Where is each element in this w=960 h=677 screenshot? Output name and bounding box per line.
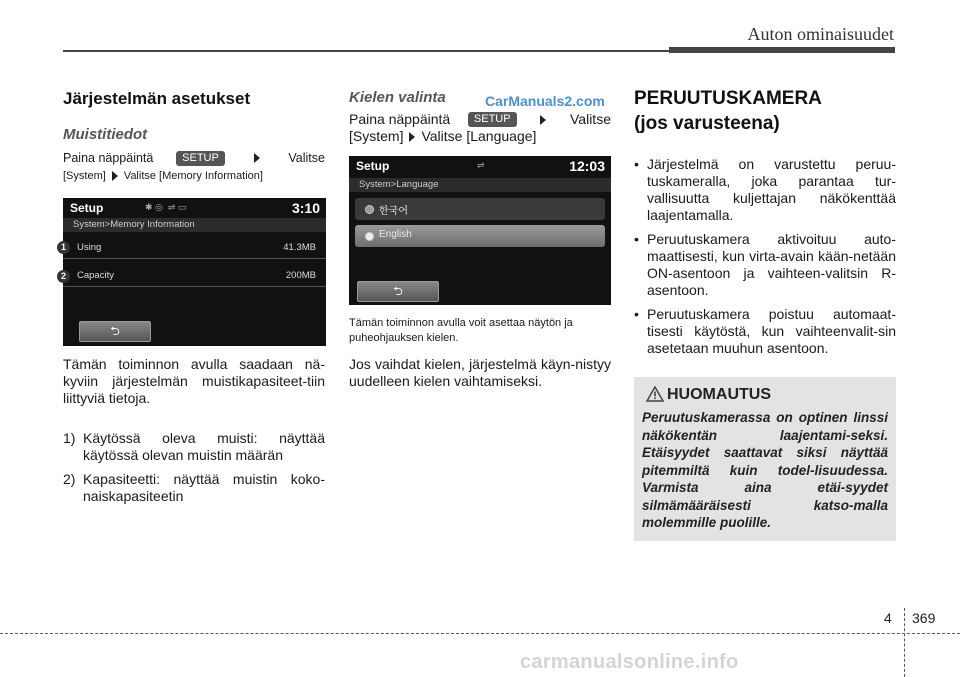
arrow-right-icon	[112, 171, 118, 181]
arrow-right-icon	[409, 132, 415, 142]
language-caption: Tämän toiminnon avulla voit asettaa näytön ja puheohjauksen kielen.	[349, 317, 573, 344]
status-icons: ✱ ◎ ⇌ ▭	[145, 202, 187, 212]
using-label: Using	[77, 242, 102, 253]
usb-icon: ⇌	[477, 160, 485, 170]
list-item: 1) Käytössä oleva muisti: näyttää käytössä olevan muistin määrän	[63, 430, 325, 463]
instruction-line-1: Paina näppäintä SETUP Valitse	[63, 151, 325, 165]
subheading-language: Kielen valinta	[349, 89, 446, 106]
screen-clock: 3:10	[291, 200, 320, 216]
subheading-memory-info: Muistitiedot	[63, 126, 148, 143]
caution-title: HUOMAUTUS	[667, 386, 771, 403]
header-rule-thick	[669, 47, 895, 53]
callout-1: 1	[57, 241, 70, 254]
memory-info-screen	[63, 198, 326, 346]
capacity-label: Capacity	[77, 270, 114, 281]
watermark-top: CarManuals2.com	[485, 93, 605, 109]
list-item: • Peruutuskamera aktivoituu auto-maattisesti, kun virta-avain kään-netään ON-asentoon ja vaihteen-valitsin R-asentoon.	[634, 231, 896, 299]
screen-breadcrumb: System>Memory Information	[73, 219, 195, 230]
arrow-right-icon	[540, 115, 546, 125]
back-button[interactable]: ⮌	[357, 281, 439, 302]
section-heading-system-settings: Järjestelmän asetukset	[63, 89, 251, 108]
footer-rule	[0, 633, 960, 634]
instruction-line-2: [System] Valitse [Language]	[349, 128, 537, 144]
footer-separator	[904, 608, 905, 677]
callout-2: 2	[57, 270, 70, 283]
arrow-right-icon	[254, 153, 260, 163]
watermark-bottom: carmanualsonline.info	[520, 651, 739, 673]
setup-key-badge: SETUP	[176, 151, 225, 166]
list-item: • Järjestelmä on varustettu peruu-tuskameralla, joka parantaa tur-vallisuutta kuljettajan näkökenttää laajentamalla.	[634, 156, 896, 224]
capacity-value: 200MB	[285, 270, 316, 281]
camera-bullets	[634, 156, 896, 364]
radio-icon	[365, 232, 374, 241]
caution-box	[634, 377, 896, 541]
page-number: 369	[912, 610, 936, 626]
language-option-korean[interactable]: 한국어	[355, 198, 605, 220]
language-option-english[interactable]: English	[355, 225, 605, 247]
list-item: 2) Kapasiteetti: näyttää muistin koko-naiskapasiteetin	[63, 471, 325, 504]
screen-breadcrumb: System>Language	[359, 179, 439, 190]
caution-text: Peruutuskamerassa on optinen linssi näkökentän laajentami-seksi. Etäisyydet saattavat siksi näyttää pitemmiltä kuin todel-lisuudessa. Varmista aina etäi-syydet silmämääräisesti katso-malla molemmille puolille.	[642, 410, 888, 530]
screen-title: Setup	[356, 159, 390, 173]
section-heading-camera-optional: (jos varusteena)	[634, 113, 780, 134]
screen-clock: 12:03	[569, 158, 605, 174]
using-value: 41.3MB	[283, 242, 316, 253]
chapter-number: 4	[884, 610, 892, 626]
running-header: Auton ominaisuudet	[747, 24, 894, 44]
section-heading-camera: PERUUTUSKAMERA	[634, 88, 822, 109]
language-paragraph: Jos vaihdat kielen, järjestelmä käyn-nistyy uudelleen kielen vaihtamiseksi.	[349, 356, 611, 389]
language-screen	[349, 156, 611, 305]
instruction-line-1: Paina näppäintä SETUP Valitse	[349, 111, 611, 127]
screen-title: Setup	[70, 201, 104, 215]
memory-description: Tämän toiminnon avulla saadaan nä-kyviin järjestelmän muistikapasiteet-tiin liittyviä tietoja.	[63, 356, 325, 406]
back-button[interactable]: ⮌	[79, 321, 151, 342]
instruction-line-2: [System] Valitse [Memory Information]	[63, 170, 263, 182]
memory-list	[63, 430, 325, 512]
warning-triangle-icon	[646, 386, 664, 402]
list-item: • Peruutuskamera poistuu automaat-tisesti käytöstä, kun vaihteenvalit-sin asetetaan muuhun asentoon.	[634, 306, 896, 357]
radio-icon	[365, 205, 374, 214]
setup-key-badge: SETUP	[468, 112, 517, 127]
header-rule	[63, 50, 669, 52]
